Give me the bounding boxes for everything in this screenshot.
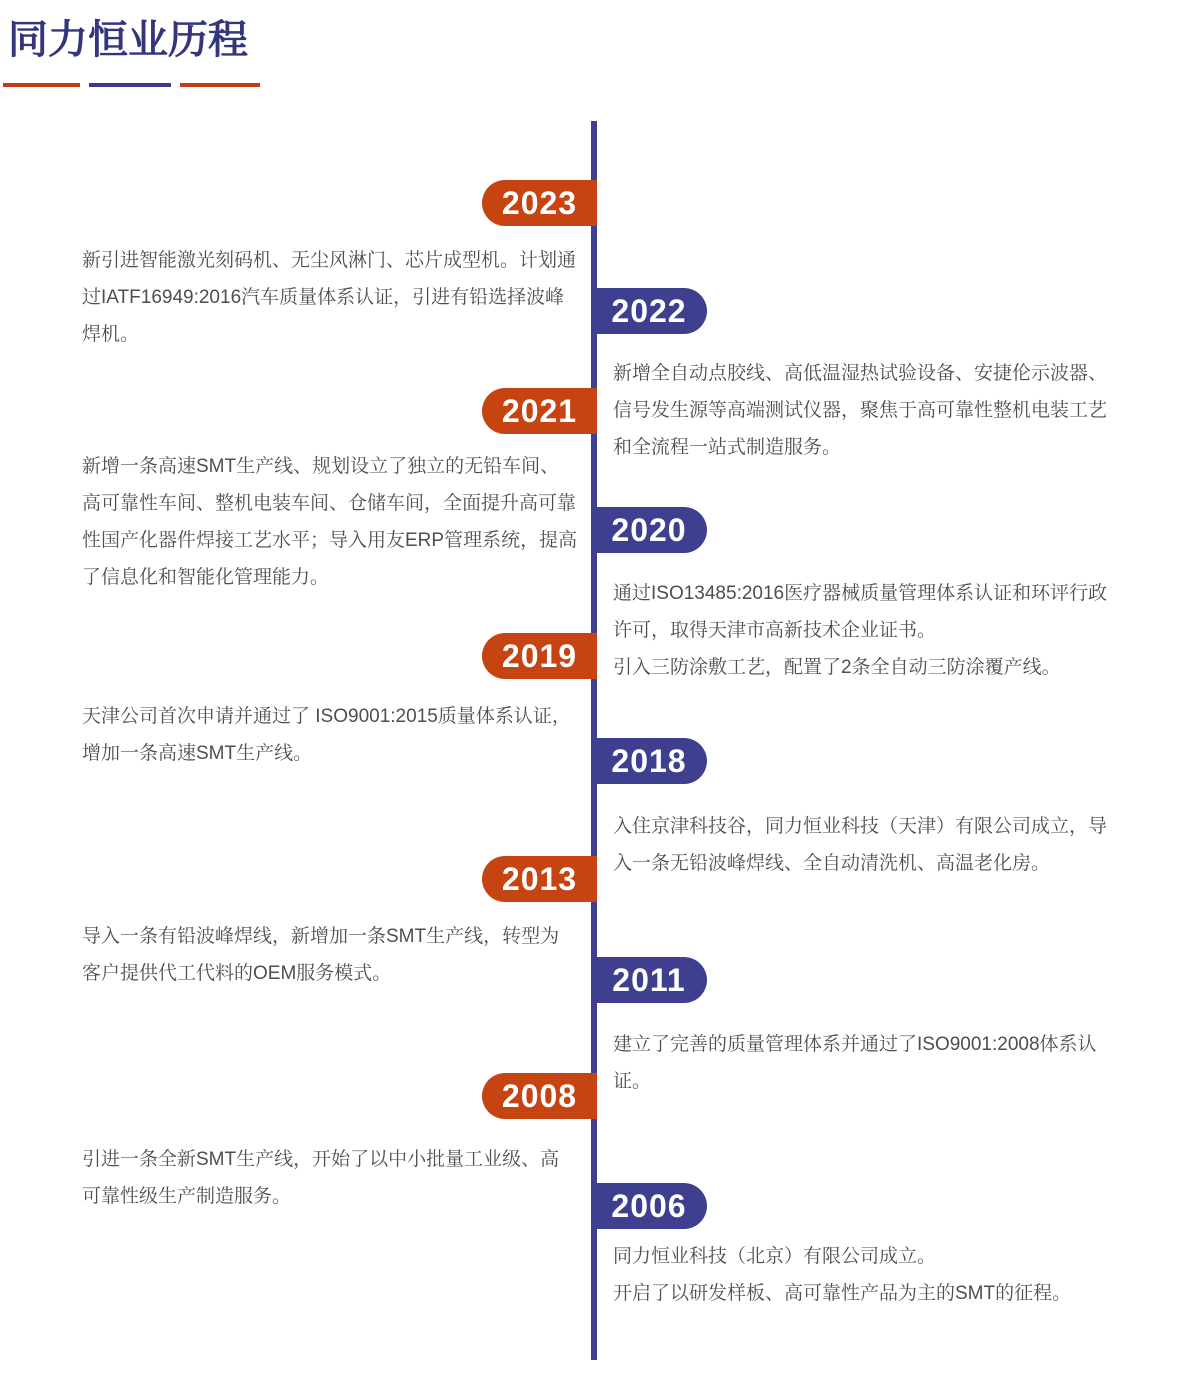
event-text: 入住京津科技谷，同力恒业科技（天津）有限公司成立，导入一条无铅波峰焊线、全自动清洗机、高温老化房。: [613, 816, 1108, 874]
year-badge-2021: 2021: [482, 388, 597, 434]
event-description-2008: [82, 1141, 578, 1215]
event-text: 新增全自动点胶线、高低温湿热试验设备、安捷伦示波器、信号发生源等高端测试仪器，聚焦于高可靠性整机电装工艺和全流程一站式制造服务。: [613, 363, 1108, 458]
year-badge-2020: 2020: [591, 507, 707, 553]
year-badge-2023: 2023: [482, 180, 597, 226]
year-badge-2018: 2018: [591, 738, 707, 784]
event-description-2022: [613, 355, 1115, 466]
year-badge-2013: 2013: [482, 856, 597, 902]
event-text-line2: 引入三防涂敷工艺，配置了2条全自动三防涂覆产线。: [613, 657, 1061, 678]
title-underline-orange-left: [3, 83, 80, 87]
event-text: 同力恒业科技（北京）有限公司成立。: [613, 1246, 937, 1267]
year-badge-2019: 2019: [482, 633, 597, 679]
event-text: 建立了完善的质量管理体系并通过了ISO9001:2008体系认证。: [613, 1034, 1097, 1092]
event-description-2006: [613, 1238, 1115, 1312]
event-text: 新引进智能激光刻码机、无尘风淋门、芯片成型机。计划通过IATF16949:2016汽车质量体系认证，引进有铅选择波峰焊机。: [82, 250, 577, 345]
year-badge-2006: 2006: [591, 1183, 707, 1229]
event-description-2011: [613, 1026, 1115, 1100]
event-text: 新增一条高速SMT生产线、规划设立了独立的无铅车间、高可靠性车间、整机电装车间、仓储车间，全面提升高可靠性国产化器件焊接工艺水平；导入用友ERP管理系统，提高了信息化和智能化管理能力。: [82, 456, 578, 588]
event-text: 通过ISO13485:2016医疗器械质量管理体系认证和环评行政许可，取得天津市高新技术企业证书。: [613, 583, 1108, 641]
event-description-2023: [82, 242, 578, 353]
event-text-line2: 开启了以研发样板、高可靠性产品为主的SMT的征程。: [613, 1283, 1072, 1304]
event-text: 引进一条全新SMT生产线，开始了以中小批量工业级、高可靠性级生产制造服务。: [82, 1149, 560, 1207]
event-text: 天津公司首次申请并通过了 ISO9001:2015质量体系认证，增加一条高速SMT生产线。: [82, 706, 571, 764]
event-description-2021: [82, 448, 578, 596]
page-title: 同力恒业历程: [8, 18, 248, 62]
year-badge-2022: 2022: [591, 288, 707, 334]
year-badge-2008: 2008: [482, 1073, 597, 1119]
event-description-2013: [82, 918, 578, 992]
event-description-2019: [82, 698, 578, 772]
event-description-2020: [613, 575, 1115, 686]
event-description-2018: [613, 808, 1115, 882]
title-underline-orange-right: [180, 83, 260, 87]
year-badge-2011: 2011: [591, 957, 707, 1003]
title-underline-purple: [89, 83, 171, 87]
event-text: 导入一条有铅波峰焊线，新增加一条SMT生产线，转型为客户提供代工代料的OEM服务模式。: [82, 926, 560, 984]
